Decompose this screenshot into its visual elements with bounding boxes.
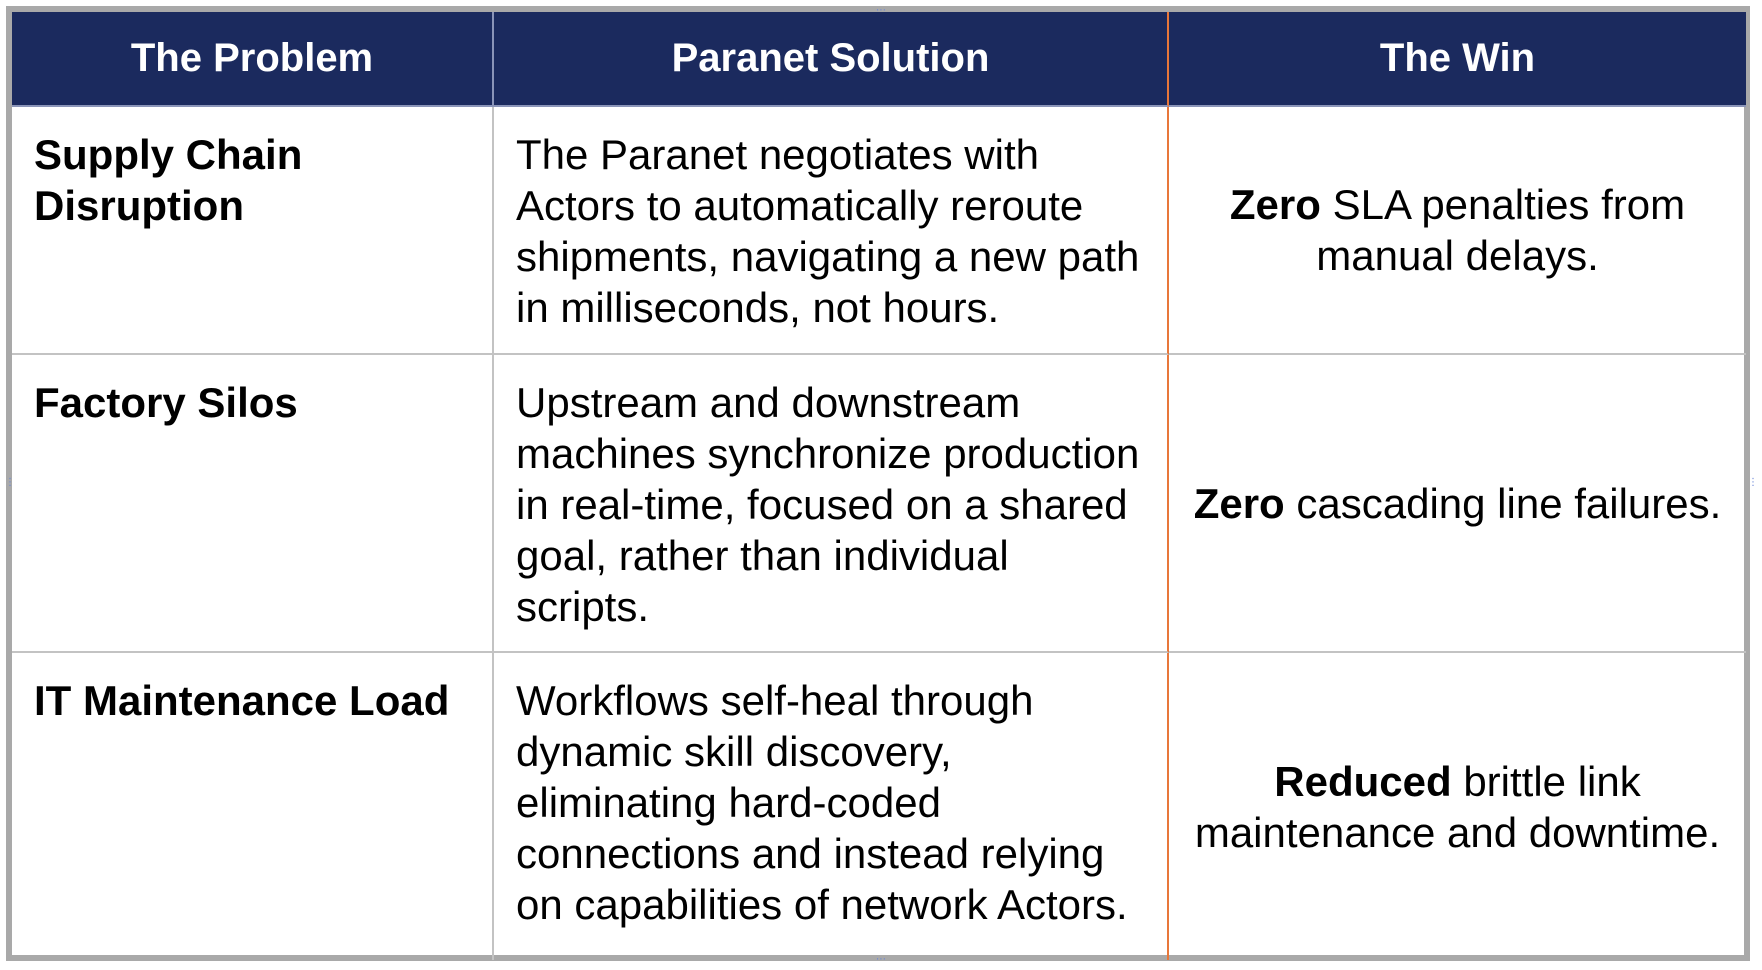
row2-solution: Upstream and downstream machines synchronize production in real-time, focused on a shared goal, rather than individual scripts. <box>494 355 1169 653</box>
row1-win-bold: Zero <box>1229 181 1321 228</box>
row3-problem: IT Maintenance Load <box>12 653 494 960</box>
row1-win-text: SLA penalties from manual delays. <box>1316 181 1686 279</box>
row1-win <box>1169 107 1746 355</box>
row2-problem: Factory Silos <box>12 355 494 653</box>
row3-win-bold: Reduced <box>1274 757 1452 805</box>
resize-handle-top[interactable]: ⋯ <box>876 5 887 16</box>
row3-win <box>1169 653 1746 960</box>
row1-solution: The Paranet negotiates with Actors to automatically reroute shipments, navigating a new path in milliseconds, not hours. <box>494 107 1169 355</box>
header-solution: Paranet Solution <box>494 12 1169 107</box>
header-win: The Win <box>1169 12 1746 107</box>
row3-win-text: brittle link maintenance and downtime. <box>1194 757 1721 856</box>
row2-win-text: cascading line failures. <box>1284 479 1722 527</box>
row1-problem: Supply Chain Disruption <box>12 107 494 355</box>
resize-handle-right[interactable]: ⋮ <box>1748 477 1759 488</box>
header-problem: The Problem <box>12 12 494 107</box>
row2-win <box>1169 355 1746 653</box>
comparison-table <box>12 12 1746 960</box>
resize-handle-left[interactable]: ⋮ <box>5 477 16 488</box>
resize-handle-bottom[interactable]: ⋯ <box>876 954 887 965</box>
row2-win-bold: Zero <box>1193 479 1285 527</box>
row3-solution: Workflows self-heal through dynamic skill discovery, eliminating hard-coded connections and instead relying on capabilities of network Actors. <box>494 653 1169 960</box>
